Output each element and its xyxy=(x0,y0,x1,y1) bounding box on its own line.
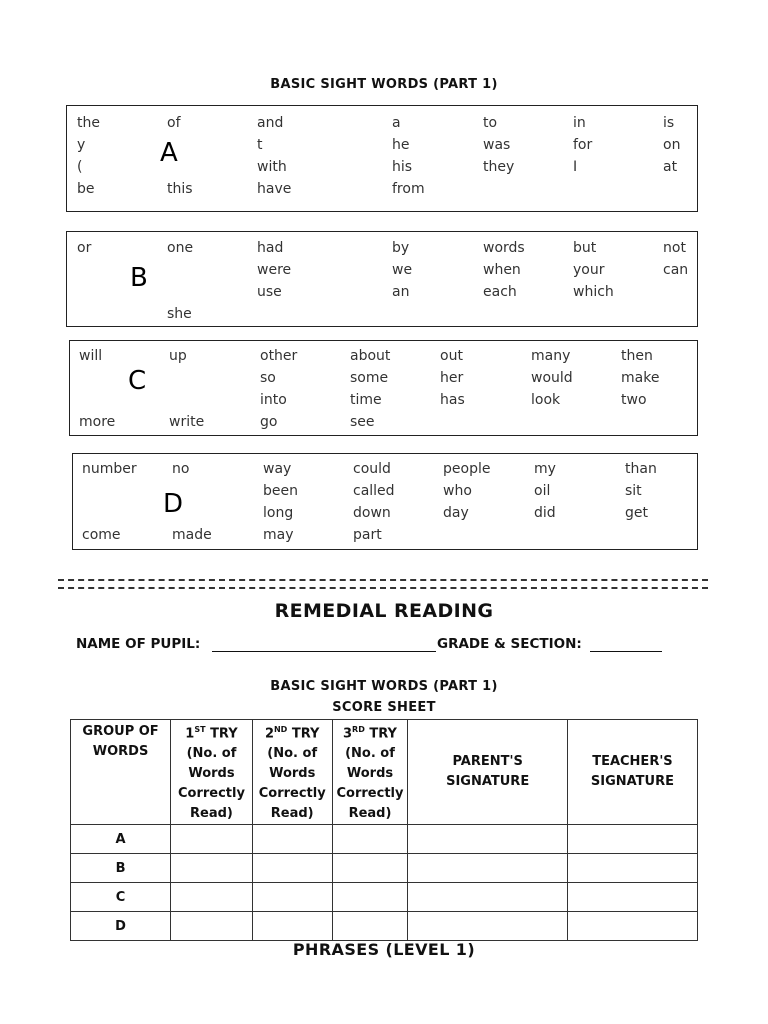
grade-section-line[interactable] xyxy=(590,651,662,652)
sight-word: did xyxy=(534,505,556,521)
sight-word: on xyxy=(663,137,681,153)
group-letter-c: C xyxy=(128,366,147,396)
teacher-signature-cell[interactable] xyxy=(567,883,697,912)
sight-word: with xyxy=(257,159,287,175)
sight-word: have xyxy=(257,181,292,197)
sight-word: get xyxy=(625,505,648,521)
try-2-cell[interactable] xyxy=(252,854,332,883)
group-letter-d: D xyxy=(163,489,184,519)
sight-word: see xyxy=(350,414,375,430)
score-sheet-heading: BASIC SIGHT WORDS (PART 1) xyxy=(270,679,498,694)
sight-word: no xyxy=(172,461,190,477)
sight-word: in xyxy=(573,115,586,131)
sight-word: many xyxy=(531,348,571,364)
row-label: D xyxy=(71,912,171,941)
header-teacher-signature: TEACHER'S SIGNATURE xyxy=(567,720,697,825)
header-try-1: 1ST TRY (No. of Words Correctly Read) xyxy=(171,720,253,825)
sight-word: called xyxy=(353,483,395,499)
name-of-pupil-label: NAME OF PUPIL: xyxy=(76,636,201,652)
header-parent-signature: PARENT'S SIGNATURE xyxy=(408,720,567,825)
table-row xyxy=(71,912,698,941)
sight-word: other xyxy=(260,348,298,364)
sight-word: had xyxy=(257,240,284,256)
sight-word: could xyxy=(353,461,391,477)
row-label: B xyxy=(71,854,171,883)
sight-word: way xyxy=(263,461,292,477)
parent-signature-cell[interactable] xyxy=(408,912,567,941)
sight-word: I xyxy=(573,159,578,175)
try-1-cell[interactable] xyxy=(171,854,253,883)
sight-word: a xyxy=(392,115,401,131)
sight-word: which xyxy=(573,284,614,300)
sight-word: they xyxy=(483,159,515,175)
remedial-reading-title: REMEDIAL READING xyxy=(274,600,494,622)
sight-word: oil xyxy=(534,483,551,499)
parent-signature-cell[interactable] xyxy=(408,854,567,883)
group-letter-b: B xyxy=(130,263,148,293)
sight-word: two xyxy=(621,392,647,408)
table-row xyxy=(71,825,698,854)
sight-word: each xyxy=(483,284,517,300)
group-letter-a: A xyxy=(160,138,178,168)
sight-word: has xyxy=(440,392,465,408)
teacher-signature-cell[interactable] xyxy=(567,854,697,883)
sight-word: ( xyxy=(77,159,83,175)
sight-word: may xyxy=(263,527,294,543)
sight-word: or xyxy=(77,240,92,256)
sight-word: so xyxy=(260,370,276,386)
sight-word: this xyxy=(167,181,193,197)
try-3-cell[interactable] xyxy=(332,912,408,941)
sight-word: time xyxy=(350,392,382,408)
sight-word: out xyxy=(440,348,463,364)
sight-word: words xyxy=(483,240,525,256)
table-row xyxy=(71,854,698,883)
sight-word: can xyxy=(663,262,689,278)
sight-word: your xyxy=(573,262,605,278)
sight-word: to xyxy=(483,115,498,131)
sight-word: be xyxy=(77,181,95,197)
sight-word: and xyxy=(257,115,284,131)
sight-word: look xyxy=(531,392,561,408)
try-3-cell[interactable] xyxy=(332,825,408,854)
sight-word: the xyxy=(77,115,100,131)
sight-word: people xyxy=(443,461,491,477)
sight-word: by xyxy=(392,240,410,256)
sight-word: about xyxy=(350,348,391,364)
sight-word: an xyxy=(392,284,410,300)
teacher-signature-cell[interactable] xyxy=(567,825,697,854)
sight-word: would xyxy=(531,370,573,386)
table-row xyxy=(71,883,698,912)
sight-word: sit xyxy=(625,483,642,499)
sight-word: up xyxy=(169,348,187,364)
row-label: C xyxy=(71,883,171,912)
sight-word: not xyxy=(663,240,686,256)
sight-word: than xyxy=(625,461,657,477)
try-3-cell[interactable] xyxy=(332,883,408,912)
sight-word: of xyxy=(167,115,181,131)
sight-word: more xyxy=(79,414,116,430)
try-1-cell[interactable] xyxy=(171,883,253,912)
word-group-b-box xyxy=(66,231,698,327)
score-sheet-label: SCORE SHEET xyxy=(332,700,436,715)
header-try-2: 2ND TRY (No. of Words Correctly Read) xyxy=(252,720,332,825)
sight-word: make xyxy=(621,370,660,386)
try-3-cell[interactable] xyxy=(332,854,408,883)
sight-word: day xyxy=(443,505,469,521)
page-title: BASIC SIGHT WORDS (PART 1) xyxy=(270,77,498,92)
sight-word: down xyxy=(353,505,391,521)
sight-word: were xyxy=(257,262,292,278)
sight-word: y xyxy=(77,137,86,153)
sight-word: use xyxy=(257,284,282,300)
sight-word: is xyxy=(663,115,675,131)
try-2-cell[interactable] xyxy=(252,883,332,912)
sight-word: write xyxy=(169,414,205,430)
parent-signature-cell[interactable] xyxy=(408,883,567,912)
sight-word: some xyxy=(350,370,389,386)
sight-word: her xyxy=(440,370,464,386)
sight-word: long xyxy=(263,505,294,521)
header-try-3: 3RD TRY (No. of Words Correctly Read) xyxy=(332,720,408,825)
sight-word: one xyxy=(167,240,194,256)
score-table xyxy=(70,719,698,941)
sight-word: will xyxy=(79,348,103,364)
try-2-cell[interactable] xyxy=(252,825,332,854)
sight-word: he xyxy=(392,137,410,153)
sight-word: part xyxy=(353,527,382,543)
try-1-cell[interactable] xyxy=(171,825,253,854)
grade-section-label: GRADE & SECTION: xyxy=(437,636,582,652)
sight-word: go xyxy=(260,414,278,430)
sight-word: we xyxy=(392,262,413,278)
teacher-signature-cell[interactable] xyxy=(567,912,697,941)
sight-word: t xyxy=(257,137,263,153)
sight-word: come xyxy=(82,527,121,543)
sight-word: when xyxy=(483,262,521,278)
try-1-cell[interactable] xyxy=(171,912,253,941)
sight-word: been xyxy=(263,483,298,499)
sight-word: but xyxy=(573,240,597,256)
sight-word: number xyxy=(82,461,137,477)
sight-word: my xyxy=(534,461,556,477)
row-label: A xyxy=(71,825,171,854)
dashed-separator xyxy=(58,579,708,589)
sight-word: she xyxy=(167,306,192,322)
sight-word: from xyxy=(392,181,425,197)
sight-word: at xyxy=(663,159,678,175)
sight-word: for xyxy=(573,137,593,153)
sight-word: into xyxy=(260,392,287,408)
sight-word: who xyxy=(443,483,472,499)
name-of-pupil-line[interactable] xyxy=(212,651,436,652)
sight-word: made xyxy=(172,527,212,543)
parent-signature-cell[interactable] xyxy=(408,825,567,854)
try-2-cell[interactable] xyxy=(252,912,332,941)
sight-word: his xyxy=(392,159,413,175)
sight-word: then xyxy=(621,348,653,364)
sight-word: was xyxy=(483,137,511,153)
phrases-title: PHRASES (LEVEL 1) xyxy=(292,940,476,959)
header-group-of-words: GROUP OF WORDS xyxy=(71,720,171,825)
